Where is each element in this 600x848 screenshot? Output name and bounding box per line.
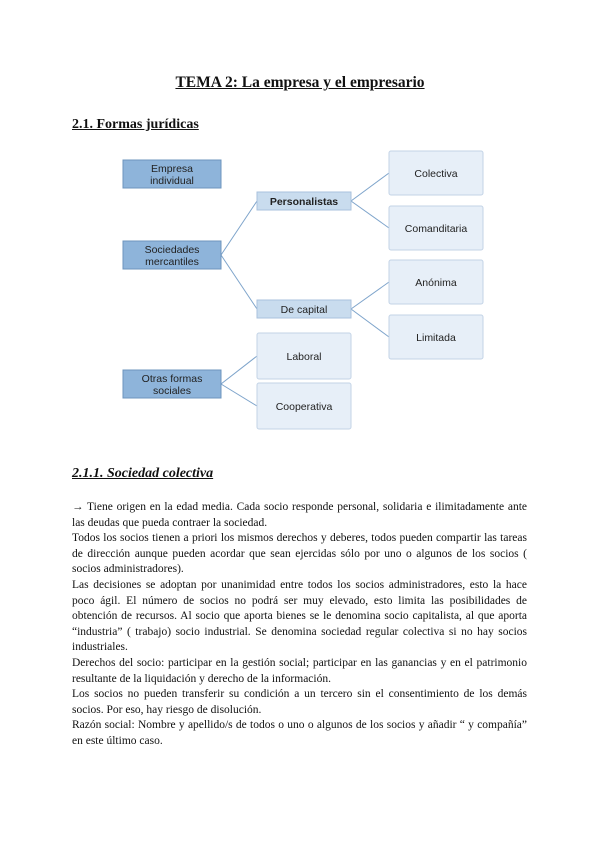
node-anonima: [389, 260, 483, 304]
node-colectiva: [389, 151, 483, 195]
node-label: Laboral: [286, 351, 322, 363]
connector-otras-cooperativa: [221, 384, 257, 406]
node-label: mercantiles: [145, 256, 199, 268]
node-limitada: [389, 315, 483, 359]
node-label: Empresa: [150, 163, 194, 175]
paragraph: Los socios no pueden transferir su condición a un tercero sin el consentimiento de los demás socios. Por eso, hay riesgo de disolución.: [72, 688, 527, 716]
paragraph: Todos los socios tienen a priori los mismos derechos y deberes, todos pueden compartir las tareas de dirección aunque pueden acordar que sean ejercidas sólo por uno o algunos de los socios ( socios administradores).: [72, 532, 527, 576]
paragraph: Las decisiones se adoptan por unanimidad entre todos los socios administradores, esto la hace poco ágil. El número de socios no podrá ser muy elevado, esto limita las posibilidades de obtención de recursos. Al socio que aporta bienes se le denomina socio capitalista, al que aporta “industria” ( trabajo) socio industrial. Se denomina sociedad regular colectiva si no hay socios industriales.: [72, 578, 527, 654]
node-label: De capital: [280, 304, 328, 316]
connector-otras-laboral: [221, 356, 257, 384]
node-laboral: [257, 333, 351, 379]
connector-personalistas-comanditaria: [351, 201, 389, 228]
node-label: Colectiva: [414, 168, 458, 180]
paragraph: Derechos del socio: participar en la gestión social; participar en las ganancias y en el patrimonio resultante de la liquidación y derecho de la información.: [72, 656, 527, 685]
body-text: [72, 500, 527, 750]
connector-mercantiles-personalistas: [221, 201, 257, 255]
node-label: Anónima: [415, 277, 457, 289]
connector-decapital-anonima: [351, 282, 389, 309]
node-empresa-individual: [123, 160, 221, 188]
paragraph: Razón social: Nombre y apellido/s de todos o uno o algunos de los socios y añadir “ y compañía” en este último caso.: [72, 719, 527, 747]
node-label: Limitada: [416, 332, 456, 344]
page-title: TEMA 2: La empresa y el empresario: [175, 74, 425, 91]
node-label: Cooperativa: [275, 401, 333, 413]
connector-personalistas-colectiva: [351, 173, 389, 201]
node-personalistas: [257, 192, 351, 210]
subsection-heading: 2.1.1. Sociedad colectiva: [72, 466, 214, 481]
section-heading: 2.1. Formas jurídicas: [72, 117, 199, 132]
node-otras-formas-sociales: [123, 370, 221, 398]
connector-mercantiles-decapital: [221, 255, 257, 309]
node-de-capital: [257, 300, 351, 318]
node-label: Personalistas: [269, 196, 339, 208]
node-label: sociales: [153, 385, 191, 397]
connector-decapital-limitada: [351, 309, 389, 337]
node-label: Sociedades: [144, 244, 200, 256]
node-label: Comanditaria: [404, 223, 468, 235]
node-comanditaria: [389, 206, 483, 250]
paragraph: → Tiene origen en la edad media. Cada socio responde personal, solidaria e ilimitadamente ante las deudas que pueda contraer la sociedad.: [72, 501, 527, 529]
node-label: individual: [150, 175, 194, 187]
node-cooperativa: [257, 383, 351, 429]
node-sociedades-mercantiles: [123, 241, 221, 269]
node-label: Otras formas: [141, 373, 203, 385]
